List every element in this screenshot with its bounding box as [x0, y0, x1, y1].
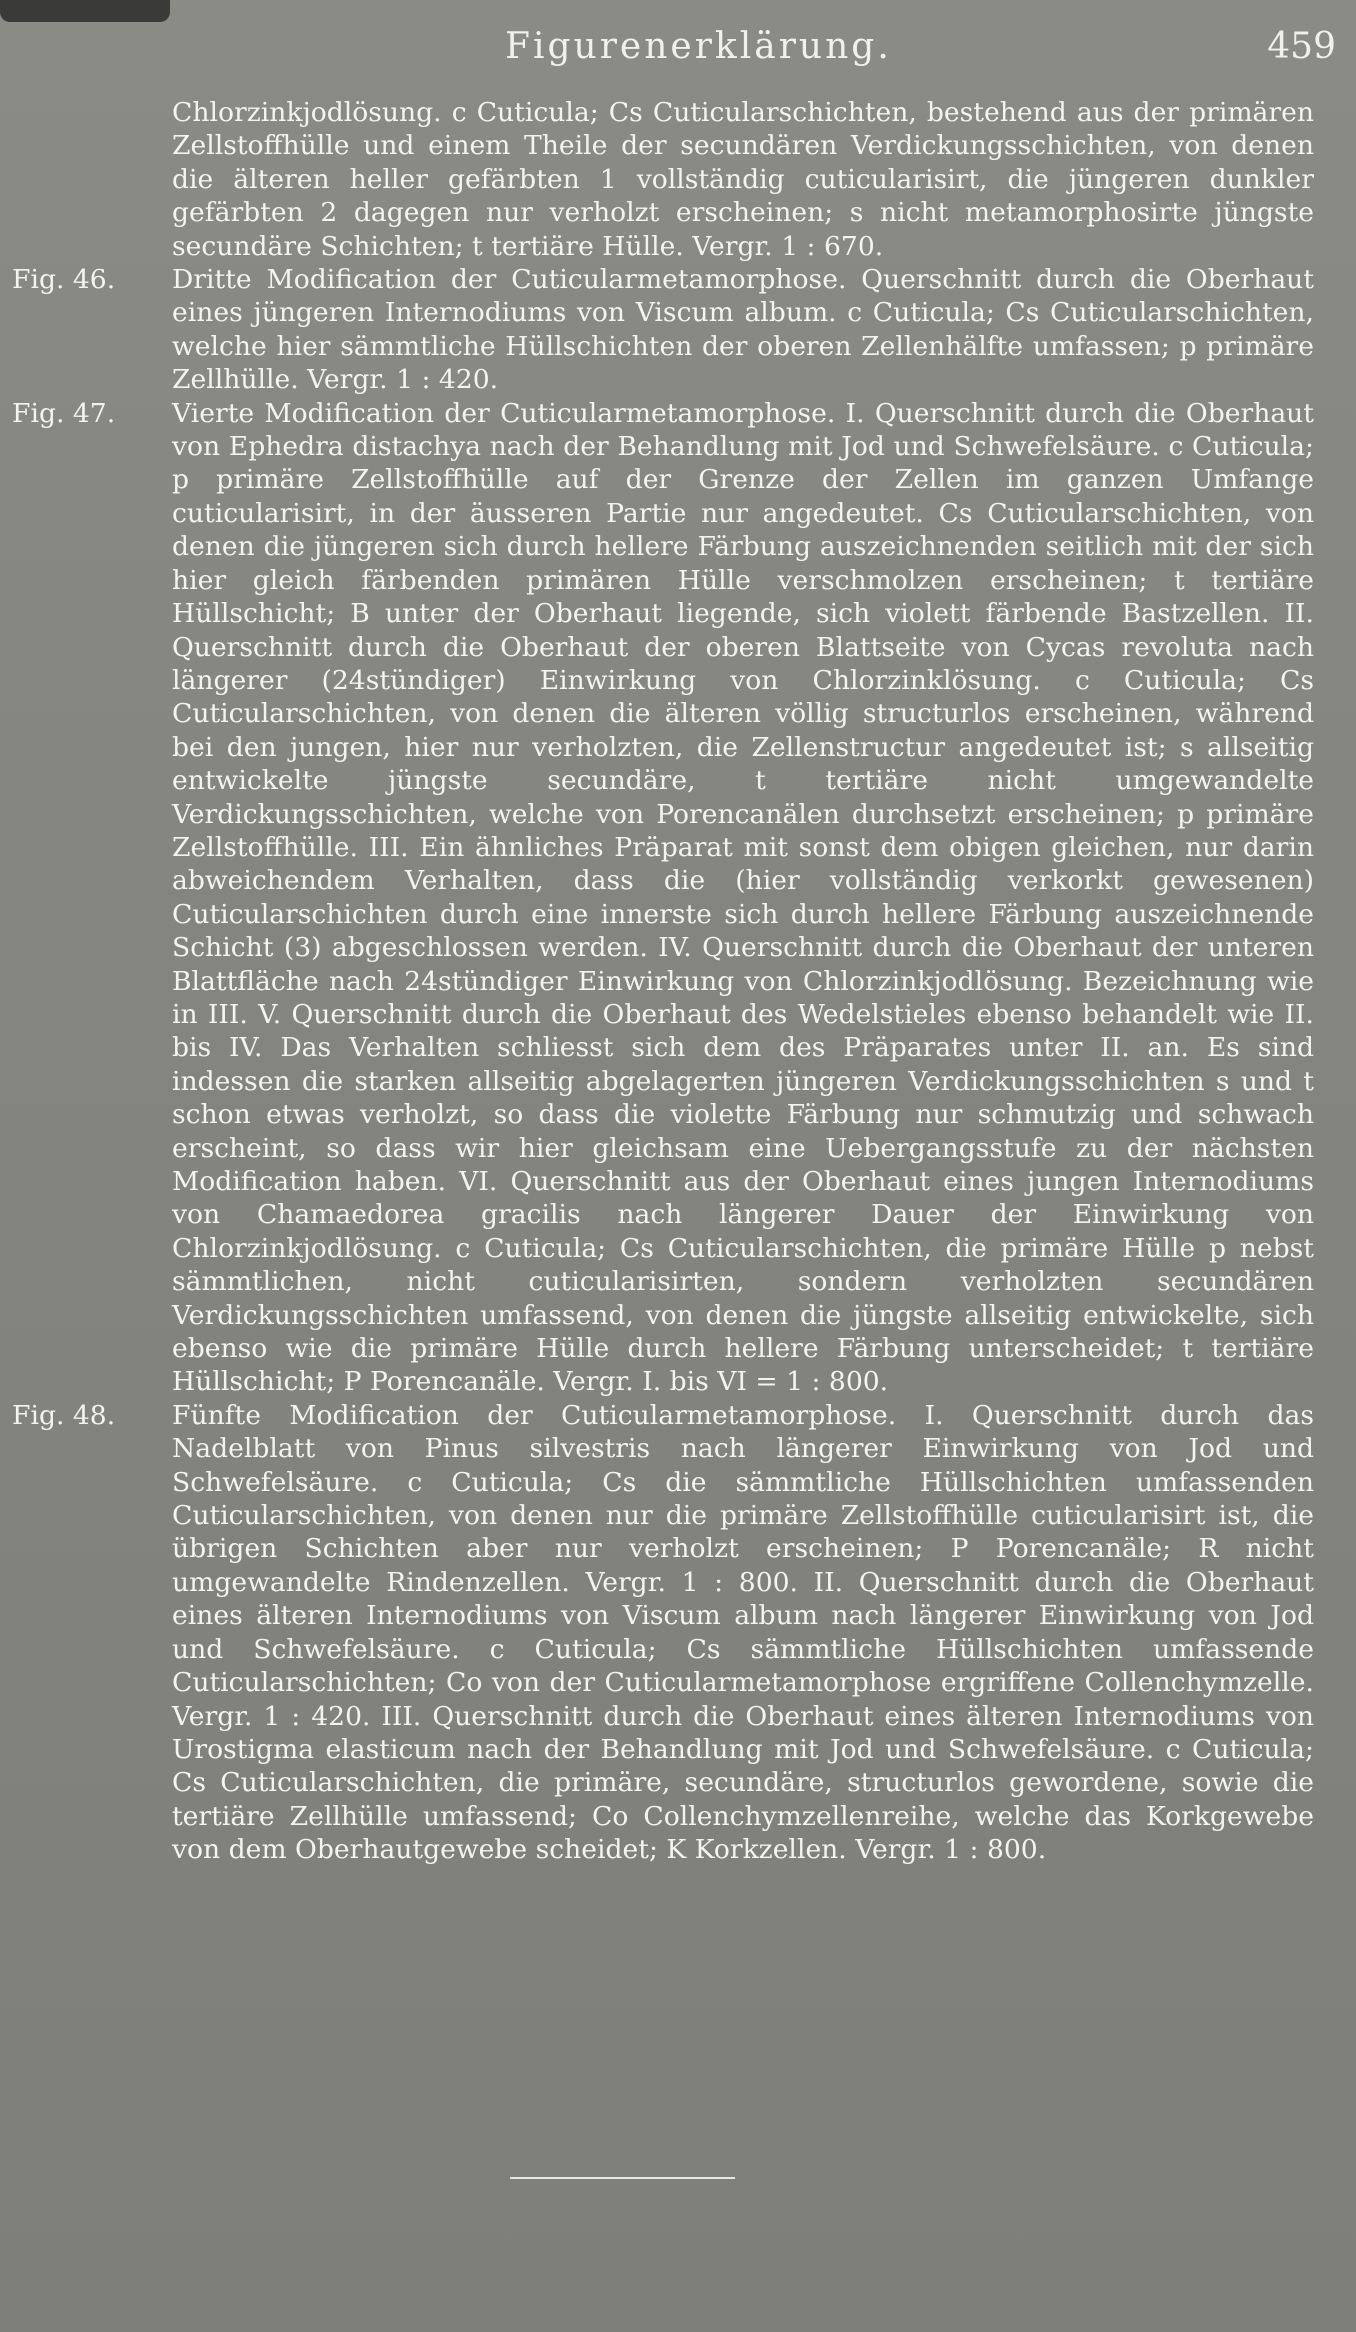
page-corner-tab	[0, 0, 170, 22]
legend-text: Chlorzinkjodlösung. c Cuticula; Cs Cuticularschichten, bestehend aus der primären Zellstoffhülle und einem Theile der secundären Verdickungsschichten, von denen die älteren heller gefärbten 1 vollständig cuticularisirt, die jüngeren dunkler gefärbten 2 dagegen nur verholzt erscheinen; s nicht metamorphosirte jüngste secundäre Schichten; t tertiäre Hülle. Vergr. 1 : 670.	[172, 97, 1314, 262]
fig-label: Fig. 46.	[12, 264, 116, 296]
legend-text: Dritte Modification der Cuticularmetamorphose. Querschnitt durch die Oberhaut eines jüngeren Internodiums von Viscum album. c Cuticula; Cs Cuticularschichten, welche hier sämmtliche Hüllschichten der oberen Zellenhälfte umfassen; p primäre Zellhülle. Vergr. 1 : 420.	[172, 264, 1314, 396]
legend-fig-46	[12, 263, 1314, 397]
legend-text: Fünfte Modification der Cuticularmetamorphose. I. Querschnitt durch das Nadelblatt von Pinus silvestris nach längerer Einwirkung von Jod und Schwefelsäure. c Cuticula; Cs die sämmtliche Hüllschichten umfassenden Cuticularschichten, von denen nur die primäre Zellstoffhülle cuticularisirt ist, die übrigen Schichten aber nur verholzt erscheinen; P Porencanäle; R nicht umgewandelte Rindenzellen. Vergr. 1 : 800. II. Querschnitt durch die Oberhaut eines älteren Internodiums von Viscum album nach längerer Einwirkung von Jod und Schwefelsäure. c Cuticula; Cs sämmtliche Hüllschichten umfassende Cuticularschichten; Co von der Cuticularmetamorphose ergriffene Collenchymzelle. Vergr. 1 : 420. III. Querschnitt durch die Oberhaut eines älteren Internodiums von Urostigma elasticum nach der Behandlung mit Jod und Schwefelsäure. c Cuticula; Cs Cuticularschichten, die primäre, secundäre, structurlos gewordene, sowie die tertiäre Zellhülle umfassend; Co Collenchymzellenreihe, welche das Korkgewebe von dem Oberhautgewebe scheidet; K Korkzellen. Vergr. 1 : 800.	[172, 1399, 1314, 1866]
section-divider	[510, 2177, 735, 2179]
page-number: 459	[1267, 26, 1336, 67]
legend-fig-47	[12, 397, 1314, 1399]
figure-legend-text	[12, 96, 1314, 1867]
fig-label: Fig. 48.	[12, 1399, 116, 1431]
fig-label: Fig. 47.	[12, 397, 116, 429]
legend-fig-48	[12, 1399, 1314, 1867]
running-head: Figurenerklärung.	[505, 26, 892, 67]
legend-text: Vierte Modification der Cuticularmetamorphose. I. Querschnitt durch die Oberhaut von Ephedra distachya nach der Behandlung mit Jod und Schwefelsäure. c Cuticula; p primäre Zellstoffhülle auf der Grenze der Zellen im ganzen Umfange cuticularisirt, in der äusseren Partie nur angedeutet. Cs Cuticularschichten, von denen die jüngeren sich durch hellere Färbung auszeichnenden seitlich mit der sich hier gleich färbenden primären Hülle verschmolzen erscheinen; t tertiäre Hüllschicht; B unter der Oberhaut liegende, sich violett färbende Bastzellen. II. Querschnitt durch die Oberhaut der oberen Blattseite von Cycas revoluta nach längerer (24stündiger) Einwirkung von Chlorzinklösung. c Cuticula; Cs Cuticularschichten, von denen die älteren völlig structurlos erscheinen, während bei den jungen, hier nur verholzten, die Zellenstructur angedeutet ist; s allseitig entwickelte jüngste secundäre, t tertiäre nicht umgewandelte Verdickungsschichten, welche von Porencanälen durchsetzt erscheinen; p primäre Zellstoffhülle. III. Ein ähnliches Präparat mit sonst dem obigen gleichen, nur darin abweichendem Verhalten, dass die (hier vollständig verkorkt gewesenen) Cuticularschichten durch eine innerste sich durch hellere Färbung auszeichnende Schicht (3) abgeschlossen werden. IV. Querschnitt durch die Oberhaut der unteren Blattfläche nach 24stündiger Einwirkung von Chlorzinkjodlösung. Bezeichnung wie in III. V. Querschnitt durch die Oberhaut des Wedelstieles ebenso behandelt wie II. bis IV. Das Verhalten schliesst sich dem des Präparates unter II. an. Es sind indessen die starken allseitig abgelagerten jüngeren Verdickungsschichten s und t schon etwas verholzt, so dass die violette Färbung nur schmutzig und schwach erscheint, so dass wir hier gleichsam eine Uebergangsstufe zu der nächsten Modification haben. VI. Querschnitt aus der Oberhaut eines jungen Internodiums von Chamaedorea gracilis nach längerer Dauer der Einwirkung von Chlorzinkjodlösung. c Cuticula; Cs Cuticularschichten, die primäre Hülle p nebst sämmtlichen, nicht cuticularisirten, sondern verholzten secundären Verdickungsschichten umfassend, von denen die jüngste allseitig entwickelte, sich ebenso wie die primäre Hülle durch hellere Färbung unterscheidet; t tertiäre Hüllschicht; P Porencanäle. Vergr. I. bis VI = 1 : 800.	[172, 397, 1314, 1398]
legend-continuation	[172, 96, 1314, 263]
